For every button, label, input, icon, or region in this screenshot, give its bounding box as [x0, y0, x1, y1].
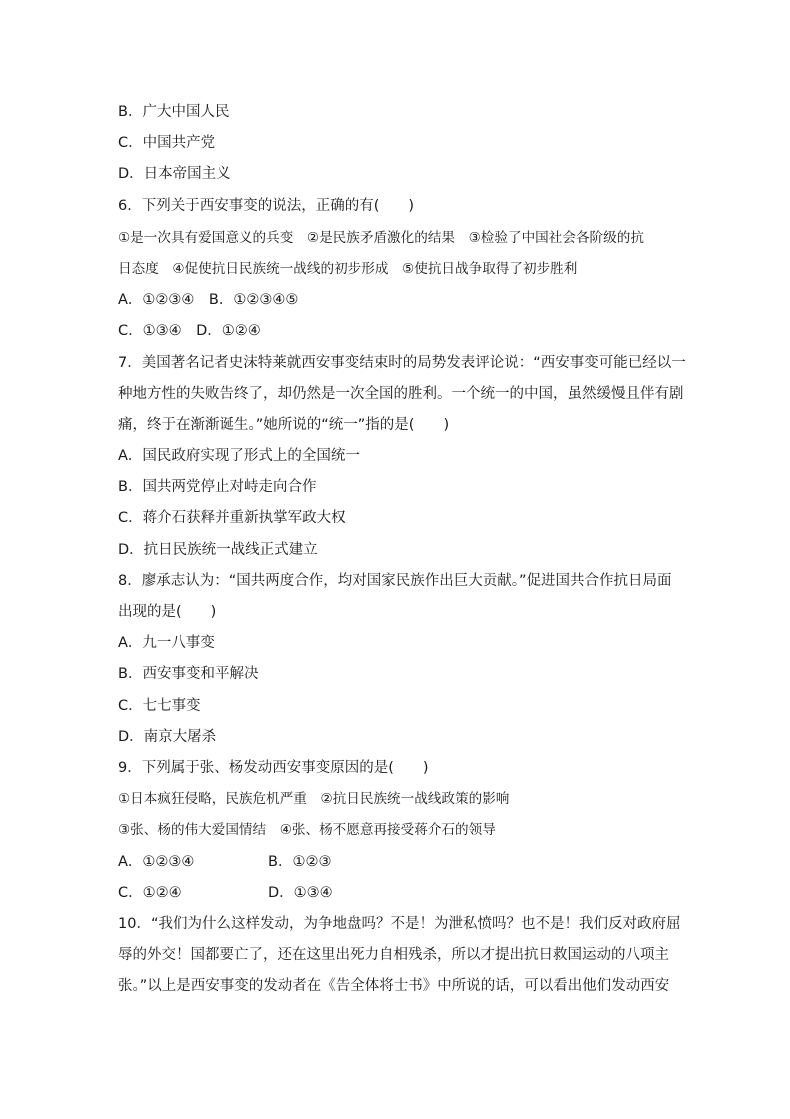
option-a-q9: A．①②③④: [118, 854, 195, 870]
option-b-q8: B．西安事变和平解决: [118, 666, 259, 682]
option-d-q9: D．①③④: [268, 885, 333, 901]
question-10-line1: 10．“我们为什么这样发动，为争地盘吗？不是！为泄私愤吗？也不是！我们反对政府屈: [118, 916, 681, 932]
option-d-q5: D．日本帝国主义: [118, 166, 231, 182]
q9-statements-line2: ③张、杨的伟大爱国情结 ④张、杨不愿意再接受蒋介石的领导: [118, 822, 496, 838]
question-6: 6．下列关于西安事变的说法，正确的有( ): [118, 198, 415, 214]
option-b-q9: B．①②③: [268, 854, 332, 870]
q6-options-ab: A．①②③④ B．①②③④⑤: [118, 292, 299, 308]
q9-options-ab: [118, 852, 678, 872]
question-7-line2: 种地方性的失败告终了，却仍然是一次全国的胜利。一个统一的中国，虽然缓慢且伴有剧: [118, 386, 684, 402]
option-c-q8: C．七七事变: [118, 698, 201, 714]
question-7-line1: 7．美国著名记者史沫特莱就西安事变结束时的局势发表评论说：“西安事变可能已经以一: [118, 355, 686, 371]
option-b-q7: B．国共两党停止对峙走向合作: [118, 479, 317, 495]
q9-options-cd: [118, 883, 678, 903]
q6-options-cd: C．①③④ D．①②④: [118, 323, 261, 339]
question-10-line3: 张。”以上是西安事变的发动者在《告全体将士书》中所说的话，可以看出他们发动西安: [118, 978, 670, 994]
q6-statements-line1: ①是一次具有爱国意义的兵变 ②是民族矛盾激化的结果 ③检验了中国社会各阶级的抗: [118, 230, 644, 246]
option-d-q8: D．南京大屠杀: [118, 729, 217, 745]
option-c-q9: C．①②④: [118, 885, 182, 901]
q9-statements-line1: ①日本疯狂侵略，民族危机严重 ②抗日民族统一战线政策的影响: [118, 791, 510, 807]
q6-statements-line2: 日态度 ④促使抗日民族统一战线的初步形成 ⑤使抗日战争取得了初步胜利: [118, 261, 578, 277]
option-d-q7: D．抗日民族统一战线正式建立: [118, 542, 318, 558]
option-a-q7: A．国民政府实现了形式上的全国统一: [118, 448, 360, 464]
question-10-line2: 辱的外交！国都要亡了，还在这里出死力自相残杀，所以才提出抗日救国运动的八项主: [118, 947, 669, 963]
option-b-q5: B．广大中国人民: [118, 104, 230, 120]
question-9: 9．下列属于张、杨发动西安事变原因的是( ): [118, 760, 429, 776]
option-c-q7: C．蒋介石获释并重新执掌军政大权: [118, 510, 346, 526]
option-c-q5: C．中国共产党: [118, 135, 216, 151]
question-8-line2: 出现的是( ): [118, 604, 217, 620]
question-8-line1: 8．廖承志认为：“国共两度合作，均对国家民族作出巨大贡献。”促进国共合作抗日局面: [118, 573, 672, 589]
question-7-line3: 痛，终于在渐渐诞生。”她所说的“统一”指的是( ): [118, 417, 450, 433]
option-a-q8: A．九一八事变: [118, 635, 215, 651]
